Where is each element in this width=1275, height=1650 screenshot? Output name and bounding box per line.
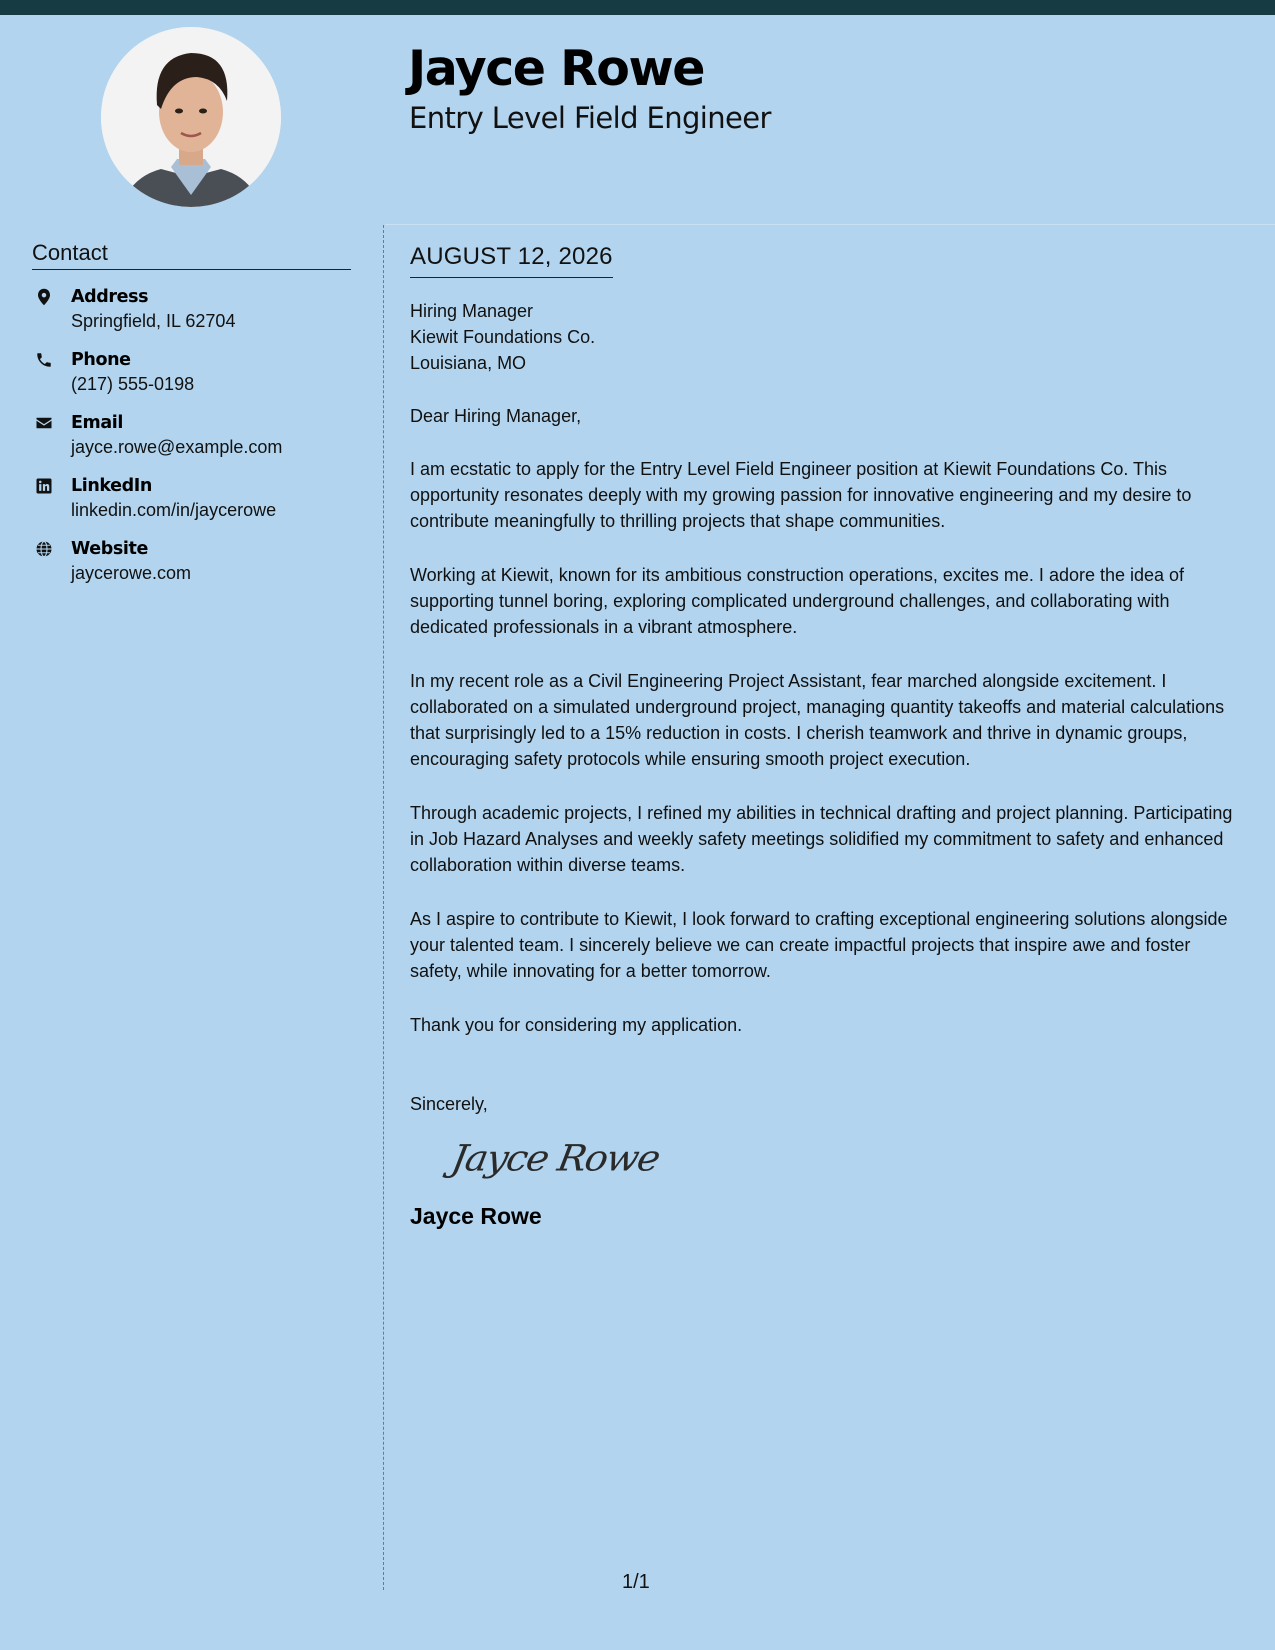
paragraph: I am ecstatic to apply for the Entry Level Field Engineer position at Kiewit Foundations Co. This opportunity resonates deeply with my growing passion for innovative engineering and my desire to contribute meaningfully to thrilling projects that shape communities. xyxy=(410,458,1192,532)
phone-icon xyxy=(35,351,53,369)
contact-item-address xyxy=(32,285,352,348)
linkedin-value[interactable]: linkedin.com/in/jaycerowe xyxy=(71,500,277,520)
profile-photo xyxy=(101,27,281,207)
contact-item-phone xyxy=(32,348,352,411)
contact-label: Website xyxy=(71,539,148,559)
paragraph: In my recent role as a Civil Engineering Project Assistant, fear marched alongside excitement. I collaborated on a simulated underground project, managing quantity takeoffs and material calculations that surprisingly led to a 15% reduction in costs. I cherish teamwork and thrive in dynamic groups, encouraging safety protocols while ensuring smooth project execution. xyxy=(410,670,1225,770)
letter-body xyxy=(410,243,1240,1230)
thank-you-line: Thank you for considering my application. xyxy=(410,1014,743,1035)
handwritten-signature: Jayce Rowe xyxy=(448,1136,663,1179)
contact-label: Email xyxy=(71,413,123,433)
contact-item-email xyxy=(32,411,352,474)
job-title: Entry Level Field Engineer xyxy=(409,101,771,135)
envelope-icon xyxy=(35,414,53,432)
contact-label: Phone xyxy=(71,350,131,370)
recipient-block xyxy=(410,298,1240,376)
globe-icon xyxy=(35,540,53,558)
address-value: Springfield, IL 62704 xyxy=(71,311,236,331)
header-divider xyxy=(385,224,1275,225)
avatar xyxy=(101,27,281,207)
recipient-line: Hiring Manager xyxy=(410,300,534,321)
linkedin-icon xyxy=(35,477,53,495)
contact-list xyxy=(32,285,352,600)
recipient-line: Kiewit Foundations Co. xyxy=(410,326,596,347)
website-value[interactable]: jaycerowe.com xyxy=(71,563,192,583)
location-pin-icon xyxy=(35,288,53,306)
paragraph: Working at Kiewit, known for its ambitious construction operations, excites me. I adore the idea of supporting tunnel boring, exploring complicated underground challenges, and collaborating with dedicated professionals in a vibrant atmosphere. xyxy=(410,564,1185,638)
top-accent-bar xyxy=(0,0,1275,15)
page-number: 1/1 xyxy=(622,1571,650,1593)
contact-heading: Contact xyxy=(32,240,351,270)
applicant-name: Jayce Rowe xyxy=(408,40,704,97)
phone-value: (217) 555-0198 xyxy=(71,374,195,394)
signed-name: Jayce Rowe xyxy=(410,1202,542,1229)
contact-item-linkedin xyxy=(32,474,352,537)
column-divider xyxy=(383,225,384,1590)
contact-item-website xyxy=(32,537,352,600)
letter-date: AUGUST 12, 2026 xyxy=(410,243,613,278)
contact-label: LinkedIn xyxy=(71,476,152,496)
email-value[interactable]: jayce.rowe@example.com xyxy=(71,437,283,457)
recipient-line: Louisiana, MO xyxy=(410,352,527,373)
paragraph: As I aspire to contribute to Kiewit, I look forward to crafting exceptional engineering solutions alongside your talented team. I sincerely believe we can create impactful projects that inspire awe and foster safety, while innovating for a better tomorrow. xyxy=(410,908,1228,982)
contact-label: Address xyxy=(71,287,149,307)
salutation: Dear Hiring Manager, xyxy=(410,405,582,426)
closing: Sincerely, xyxy=(410,1093,488,1114)
paragraph: Through academic projects, I refined my abilities in technical drafting and project planning. Participating in Job Hazard Analyses and weekly safety meetings solidified my commitment to safety and enhanced collaboration within diverse teams. xyxy=(410,802,1233,876)
